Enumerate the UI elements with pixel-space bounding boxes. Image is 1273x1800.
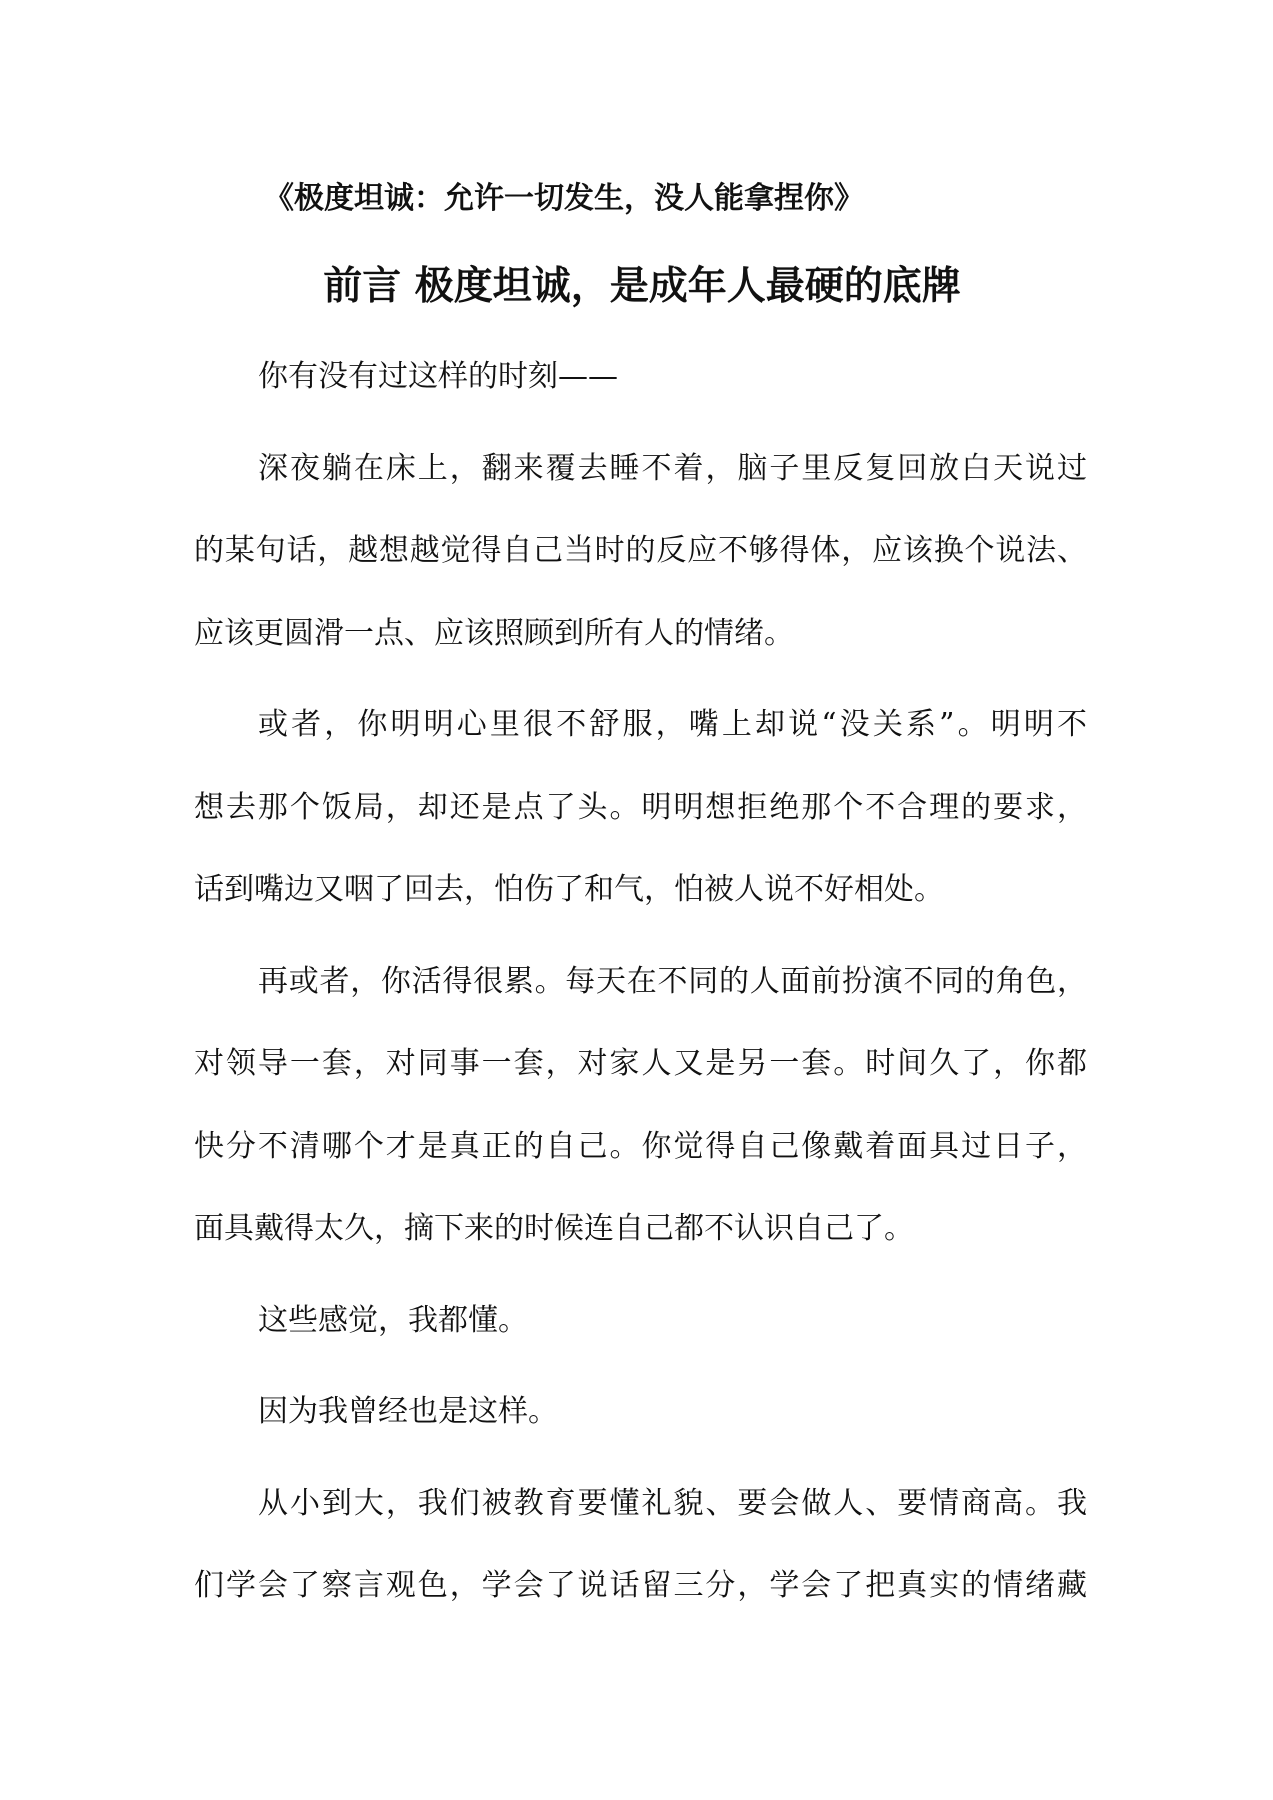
text-line: 或者，你明明心里很不舒服，嘴上却说“没关系”。明明不 [258,707,1087,742]
text-line: 你有没有过这样的时刻—— [258,359,618,394]
paragraph [194,941,1087,1271]
text-line: 面具戴得太久，摘下来的时候连自己都不认识自己了。 [194,1211,914,1246]
text-line: 再或者，你活得很累。每天在不同的人面前扮演不同的角色， [258,963,1087,999]
paragraph [194,336,1087,419]
paragraph [194,1463,1087,1628]
text-line: 应该更圆滑一点、应该照顾到所有人的情绪。 [194,615,794,651]
text-line: 从小到大，我们被教育要懂礼貌、要会做人、要情商高。我 [258,1485,1087,1521]
text-line: 的某句话，越想越觉得自己当时的反应不够得体，应该换个说法、 [194,533,1087,568]
text-line: 快分不清哪个才是真正的自己。你觉得自己像戴着面具过日子， [194,1128,1087,1164]
text-line: 对领导一套，对同事一套，对家人又是另一套。时间久了，你都 [194,1046,1087,1081]
book-title: 《极度坦诚：允许一切发生，没人能拿捏你》 [264,181,864,216]
paragraph [194,1280,1087,1363]
text-line: 话到嘴边又咽了回去，怕伤了和气，怕被人说不好相处。 [194,872,944,907]
text-line: 这些感觉，我都懂。 [258,1302,528,1338]
text-line: 因为我曾经也是这样。 [258,1394,558,1429]
paragraph [194,684,1087,932]
body-text [194,336,1087,1637]
paragraph [194,428,1087,676]
text-line: 们学会了察言观色，学会了说话留三分，学会了把真实的情绪藏 [194,1568,1087,1603]
text-line: 深夜躺在床上，翻来覆去睡不着，脑子里反复回放白天说过 [258,450,1087,486]
paragraph [194,1371,1087,1454]
section-heading: 前言 极度坦诚，是成年人最硬的底牌 [323,264,961,309]
text-line: 想去那个饭局，却还是点了头。明明想拒绝那个不合理的要求， [194,789,1087,825]
